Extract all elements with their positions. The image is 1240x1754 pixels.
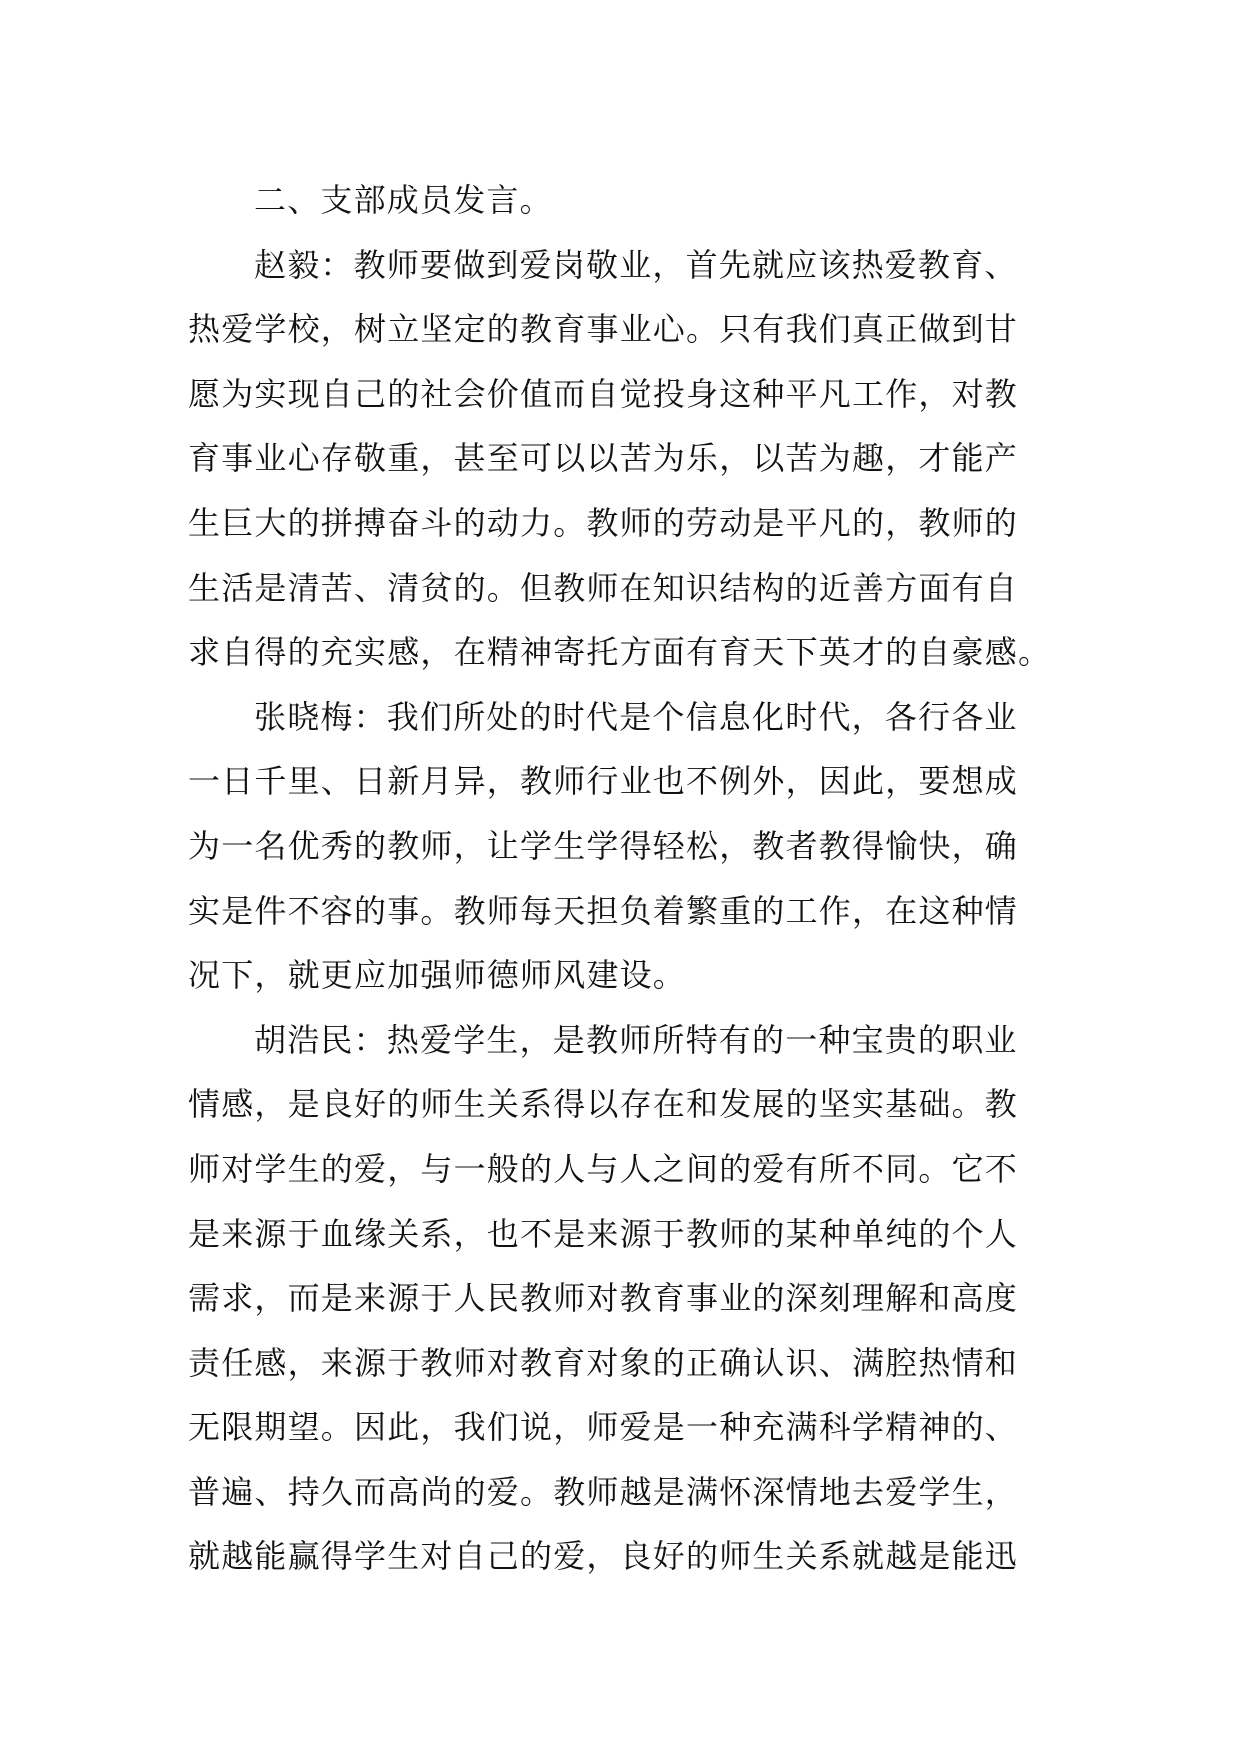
paragraph-line: 无限期望。因此，我们说，师爱是一种充满科学精神的、 xyxy=(188,1408,1019,1447)
paragraph-line: 情感，是良好的师生关系得以存在和发展的坚实基础。教 xyxy=(188,1085,1019,1124)
paragraph-line: 需求，而是来源于人民教师对教育事业的深刻理解和高度 xyxy=(188,1279,1019,1318)
paragraph-line: 求自得的充实感，在精神寄托方面有育天下英才的自豪感。 xyxy=(188,633,1052,672)
document-body xyxy=(188,168,1054,1589)
paragraph-line: 就越能赢得学生对自己的爱，良好的师生关系就越是能迅 xyxy=(188,1537,1019,1576)
paragraph-line: 普遍、持久而高尚的爱。教师越是满怀深情地去爱学生， xyxy=(188,1472,1019,1511)
paragraph-line: 为一名优秀的教师，让学生学得轻松，教者教得愉快，确 xyxy=(188,826,1019,865)
paragraph-line: 胡浩民：热爱学生，是教师所特有的一种宝贵的职业 xyxy=(254,1020,1018,1059)
paragraph-line: 张晓梅：我们所处的时代是个信息化时代，各行各业 xyxy=(254,697,1018,736)
paragraph-line: 热爱学校，树立坚定的教育事业心。只有我们真正做到甘 xyxy=(188,310,1019,349)
section-heading: 二、支部成员发言。 xyxy=(254,181,553,219)
paragraph-line: 愿为实现自己的社会价值而自觉投身这种平凡工作，对教 xyxy=(188,374,1019,413)
paragraph-line: 况下，就更应加强师德师风建设。 xyxy=(188,956,687,995)
paragraph-line: 赵毅：教师要做到爱岗敬业，首先就应该热爱教育、 xyxy=(254,245,1018,284)
paragraph-line: 一日千里、日新月异，教师行业也不例外，因此，要想成 xyxy=(188,762,1019,801)
paragraph-line: 实是件不容的事。教师每天担负着繁重的工作，在这种情 xyxy=(188,891,1019,930)
paragraph-line: 师对学生的爱，与一般的人与人之间的爱有所不同。它不 xyxy=(188,1149,1019,1188)
paragraph-line: 生活是清苦、清贫的。但教师在知识结构的近善方面有自 xyxy=(188,568,1019,607)
paragraph-line: 育事业心存敬重，甚至可以以苦为乐，以苦为趣，才能产 xyxy=(188,439,1019,478)
paragraph-line: 生巨大的拼搏奋斗的动力。教师的劳动是平凡的，教师的 xyxy=(188,503,1019,542)
paragraph-line: 是来源于血缘关系，也不是来源于教师的某种单纯的个人 xyxy=(188,1214,1019,1253)
paragraph-line: 责任感，来源于教师对教育对象的正确认识、满腔热情和 xyxy=(188,1343,1019,1382)
